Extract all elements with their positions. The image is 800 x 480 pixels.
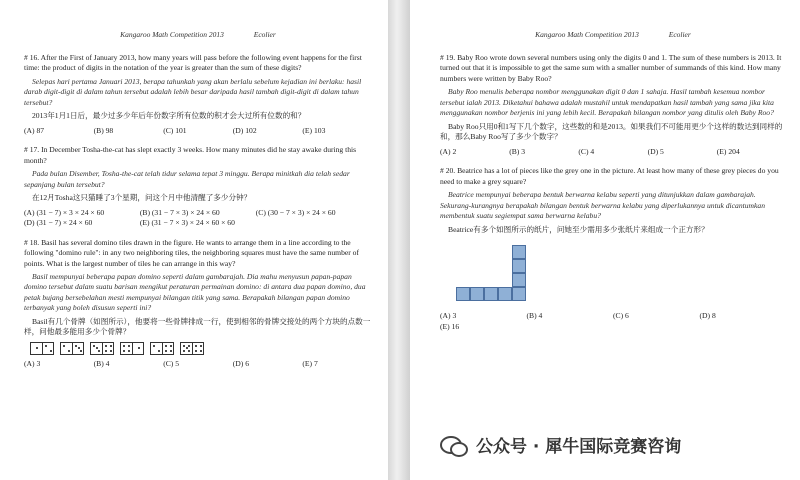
- problem-18: [24, 238, 372, 370]
- domino-tile: [120, 342, 144, 355]
- problem-17-malay: Pada bulan Disember, Tosha-the-cat telah tidur selama tepat 3 minggu. Berapa minitkah dia telah sedar sepanjang bulan tersebut?: [24, 169, 350, 189]
- problem-17: [24, 145, 372, 228]
- problem-16: [24, 53, 372, 136]
- grey-piece-figure: [456, 243, 536, 305]
- option: (B) 98: [93, 125, 114, 135]
- problem-19-english: # 19. Baby Roo wrote down several numbers using only the digits 0 and 1. The sum of these numbers is 2013. It turned out that it is impossible to get the same sum with a smaller number of summands of this kind. How many numbers were written by Baby Roo?: [440, 53, 782, 83]
- problem-20-malay: Beatrice mempunyai beberapa bentuk berwarna kelabu seperti yang ditunjukkan dalam gambarajah. Sekurang-kurangnya berapakah bilangan bentuk berwarna kelabu yang diperlukannya untuk dicantumkan membentuk suatu segiempat sama berwarna kelabu?: [440, 190, 765, 221]
- problem-19-options: [440, 147, 786, 157]
- header-level: Ecolier: [253, 30, 276, 39]
- domino-tile: [90, 342, 114, 355]
- option: (E) (31 − 7 × 3) × 24 × 60 × 60: [139, 218, 235, 228]
- domino-tile: [180, 342, 204, 355]
- problem-19-chinese: Baby Roo只用0和1写下几个数字，这些数的和是2013。如果我们不可能用更少个这样的数达到同样的和，那么Baby Roo写了多少个数字？: [440, 121, 783, 142]
- problem-18-options: [24, 359, 372, 369]
- problem-19-malay: Baby Roo menulis beberapa nombor menggunakan digit 0 dan 1 sahaja. Hasil tambah kesemua nombor tersebut ialah 2013. Diketahui bahawa adalah mustahil untuk mendapatkan hasil tambah yang sama jika kita menggunakan nombor berjenis ini yang lebih kecil. Berapakah bilangan nombor yang ditulis oleh Baby Roo?: [440, 87, 774, 118]
- option: (C) (30 − 7 × 3) × 24 × 60: [255, 207, 336, 217]
- left-page: [0, 0, 388, 480]
- option: (B) 3: [509, 146, 526, 156]
- problem-18-malay: Basil mempunyai beberapa papan domino seperti dalam gambarajah. Dia mahu menyusun papan-papan domino tersebut dalam suatu barisan mengikut peraturan permainan domino: di antara dua papan domino, dua petak bujang bersebelahan mesti mempunyai bilangan titik yang sama. Berapakah bilangan papan domino terbanyak yang boleh disusun seperti ini?: [24, 271, 366, 313]
- problem-16-english: # 16. After the First of January 2013, how many years will pass before the following event happens for the first time: the product of digits in the notation of the year is greater than the sum of these digits?: [24, 53, 362, 73]
- header-title: Kangaroo Math Competition 2013: [120, 30, 224, 39]
- right-page: [410, 0, 800, 480]
- option: (C) 4: [578, 146, 595, 156]
- problem-20-english: # 20. Beatrice has a lot of pieces like the grey one in the picture. At least how many of these grey pieces do you need to make a grey square?: [440, 166, 779, 186]
- problem-19: [440, 53, 786, 157]
- problem-17-chinese: 在12月Tosha这只猫睡了3个星期，问这个月中他清醒了多少分钟？: [32, 193, 252, 203]
- problem-20: [440, 166, 786, 332]
- option: (D) 6: [232, 358, 250, 368]
- problem-18-english: # 18. Basil has several domino tiles drawn in the figure. He wants to arrange them in a line according to the following "domino rule": in any two neighboring tiles, the neighboring squares must have the same number of points. What is the largest number of tiles he can arrange in this way?: [24, 237, 359, 268]
- option: (D) 5: [647, 146, 664, 156]
- page-header: [440, 30, 786, 39]
- option: (B) (31 − 7 × 3) × 24 × 60: [139, 207, 220, 217]
- problem-16-malay: Selepas hari pertama Januari 2013, berapa tahunkah yang akan berlalu sebelum kejadian ini berlaku: hasil darab digit-digit di dalam tahun tersebut adalah lebih besar daripada hasil tambah digit-digit di dalam tahun tersebut?: [24, 76, 362, 107]
- problem-20-options: [440, 311, 786, 332]
- watermark-text: 公众号 · 犀牛国际竞赛咨询: [476, 437, 682, 457]
- option: (D) 8: [699, 311, 716, 321]
- option: (A) 3: [24, 358, 41, 368]
- option: (C) 101: [163, 125, 187, 135]
- problem-17-options: [24, 208, 372, 229]
- header-title: Kangaroo Math Competition 2013: [535, 30, 639, 39]
- domino-tile: [30, 342, 54, 355]
- option: (B) 4: [93, 358, 110, 368]
- option: (B) 4: [526, 311, 543, 321]
- problem-18-chinese: Basil有几个骨牌（如图所示），他要将一些骨牌排成一行，使到相邻的骨牌交接处的两个方块的点数一样，问他最多能用多少个骨牌？: [24, 316, 371, 337]
- header-level: Ecolier: [668, 30, 691, 39]
- wechat-watermark: [440, 432, 681, 457]
- option: (E) 103: [302, 125, 326, 135]
- problem-16-options: [24, 126, 372, 136]
- option: (E) 204: [716, 146, 740, 156]
- option: (E) 16: [440, 321, 460, 331]
- option: (A) 3: [440, 311, 457, 321]
- page-header: [24, 30, 372, 39]
- option: (A) (31 − 7) × 3 × 24 × 60: [24, 207, 105, 217]
- problem-20-chinese: Beatrice有多个如图所示的纸片，问她至少需用多少张纸片来组成一个正方形？: [448, 224, 709, 234]
- option: (E) 7: [302, 358, 318, 368]
- book-gutter: [388, 0, 410, 480]
- problem-17-english: # 17. In December Tosha-the-cat has slept exactly 3 weeks. How many minutes did he stay awake during this month?: [24, 145, 357, 165]
- option: (A) 87: [24, 125, 45, 135]
- option: (A) 2: [440, 146, 457, 156]
- option: (C) 5: [163, 358, 180, 368]
- problem-16-chinese: 2013年1月1日后，最少过多少年后年份数字所有位数的积才会大过所有位数的和？: [32, 111, 306, 121]
- domino-tile: [150, 342, 174, 355]
- option: (C) 6: [613, 311, 629, 321]
- wechat-icon: [440, 434, 468, 456]
- domino-tile: [60, 342, 84, 355]
- domino-figure: [30, 342, 372, 355]
- option: (D) 102: [232, 125, 257, 135]
- option: (D) (31 − 7) × 24 × 60: [24, 218, 93, 228]
